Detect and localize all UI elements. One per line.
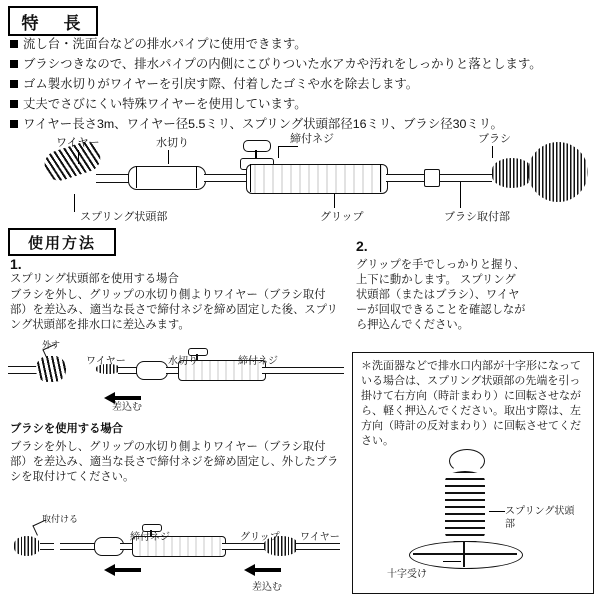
label-spring-note: スプリング状頭部 [505,506,575,530]
label-drain-fig1: 水切り [168,356,198,367]
bullet-square-icon [10,60,18,68]
label-insert-fig1: 差込む [112,402,142,413]
label-screw: 締付ネジ [290,133,334,145]
label-screw-fig2: 締付ネジ [130,532,170,543]
brush-usage-title: ブラシを使用する場合 [10,423,123,435]
small-brush [492,158,532,188]
label-grip: グリップ [320,211,364,223]
bullet-square-icon [10,100,18,108]
label-brush-mount: ブラシ取付部 [444,211,510,223]
step-2-body: グリップを手でしっかりと握り、上下に動かします。 スプリング状頭部（またはブラシ）、ワイヤーが回収できることを確認しながら押込んでください。 [356,259,526,331]
grip-body [246,164,388,194]
note-text: ＊洗面器などで排水口内部が十字形になっている場合は、スプリング状頭部の先端を引っ掛けて右方向（時計まわり）に回転させながら、軽く押込んでください。取出す際は、左方向（時計の反対まわり）に回転させてください。 [361,360,581,447]
label-wire: ワイヤー [56,137,100,149]
list-item: 流し台・洗面台などの排水パイプに使用できます。 [10,36,590,52]
label-wire-fig2: ワイヤー [300,532,340,543]
label-cross-note: 十字受け [387,569,427,580]
list-item: 丈夫でさびにくい特殊ワイヤーを使用しています。 [10,96,590,112]
rotation-arrow-icon [449,449,485,473]
page-title: 特 長 [8,6,98,36]
list-item: ゴム製水切りがワイヤーを引戻す際、付着したゴミや水を除去します。 [10,76,590,92]
label-remove: 外す [42,340,61,350]
step-1-title: スプリング状頭部を使用する場合 [10,273,179,285]
wire-shaft [96,174,132,183]
brush-mount [424,169,440,187]
brush-usage-body: ブラシを外し、グリップの水切り側よりワイヤー（ブラシ取付部）を差込み、適当な長さで締付ネジを締め固定し、外したブラシを取付けてください。 [10,441,339,483]
step-2-number: 2. [356,238,368,254]
figure-brush-assembly [0,520,350,590]
list-item: ブラシつきなので、排水パイプの内側にこびりついた水アカや汚れをしっかりと落とします。 [10,56,590,72]
section-title-usage: 使用方法 [8,228,116,256]
features-list [10,36,590,136]
label-grip-fig2: グリップ [240,532,280,543]
list-item: ワイヤー長さ3m、ワイヤー径5.5ミリ、スプリング状頭部径16ミリ、ブラシ径30ミリ。 [10,116,590,132]
step-1-body: ブラシを外し、グリップの水切り側よりワイヤー（ブラシ取付部）を差込み、適当な長さで締付ネジを締め固定した後、スプリング状頭部を排水口に差込みます。 [10,289,338,331]
label-screw-fig1: 締付ネジ [238,356,278,367]
drain-rubber [128,166,206,190]
bullet-square-icon [10,40,18,48]
label-spring-head: スプリング状頭部 [80,211,168,223]
screw-knob [243,140,271,152]
step-1-number: 1. [10,256,22,272]
bullet-square-icon [10,80,18,88]
label-insert-fig2: 差込む [252,582,282,593]
bullet-square-icon [10,120,18,128]
note-box [352,352,594,594]
spring-head-coil-illustration [445,471,485,543]
label-wire-fig1: ワイヤー [86,356,126,367]
cross-support-horizontal [413,553,517,555]
label-drain: 水切り [156,137,189,149]
label-attach: 取付ける [42,514,79,524]
label-brush: ブラシ [478,133,511,145]
large-brush [528,142,588,202]
wire-shaft [204,174,246,182]
